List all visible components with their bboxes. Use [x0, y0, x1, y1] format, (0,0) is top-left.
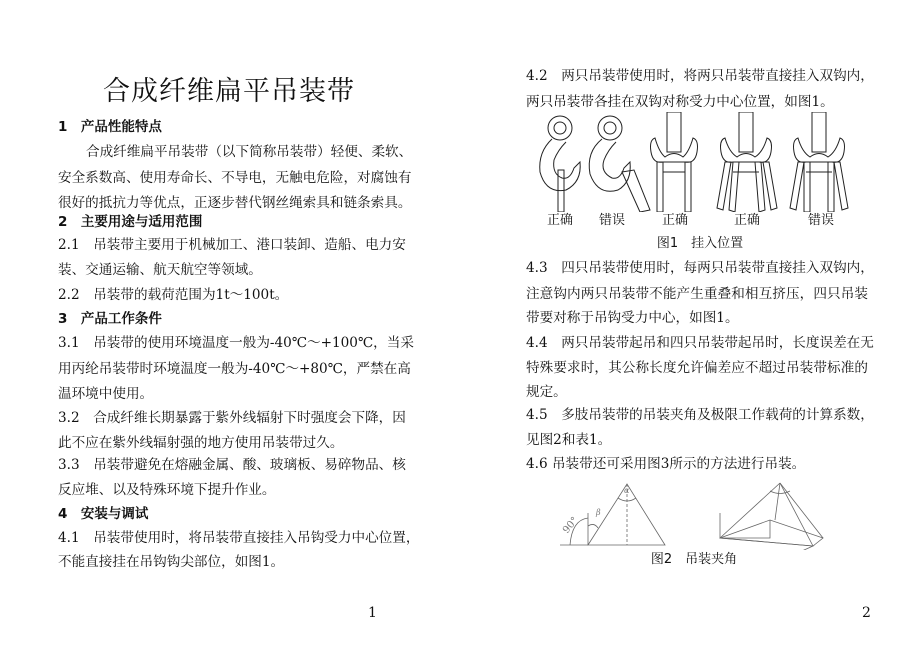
document-title: 合成纤维扁平吊装带: [103, 76, 355, 107]
paragraph-line: 4.2 两只吊装带使用时，将两只吊装带直接挂入双钩内，: [526, 68, 874, 84]
paragraph-line: 4.3 四只吊装带使用时，每两只吊装带直接挂入双钩内，: [526, 260, 874, 276]
paragraph-line: 规定。: [526, 384, 567, 400]
paragraph-line: 见图2和表1。: [526, 432, 612, 448]
double-hook-four-slings-correct-drawing: [717, 112, 777, 212]
paragraph-line: 3.1 吊装带的使用环境温度一般为-40℃～+100℃，当采: [58, 335, 414, 351]
figure-1-label-wrong: 错误: [598, 213, 626, 228]
paragraph-line: 不能直接挂在吊钩钩尖部位，如图1。: [58, 554, 285, 570]
paragraph-line: 4.5 多肢吊装带的吊装夹角及极限工作载荷的计算系数，: [526, 407, 874, 423]
paragraph-line: 4.6 吊装带还可采用图3所示的方法进行吊装。: [526, 456, 806, 472]
paragraph-line: 反应堆、以及特殊环境下提升作业。: [58, 482, 276, 498]
right-angle-label: 90°: [560, 515, 581, 536]
figure-1-label-correct: 正确: [733, 213, 761, 228]
figure-1-caption: 图1 挂入位置: [656, 236, 744, 251]
alpha-label: α: [624, 486, 630, 495]
hook-wrong-drawing: [589, 116, 650, 212]
paragraph-line: 用丙纶吊装带时环境温度一般为-40℃～+80℃，严禁在高: [58, 361, 411, 377]
paragraph-line: 4.4 两只吊装带起吊和四只吊装带起吊时，长度误差在无: [526, 335, 874, 351]
paragraph-line: 3.3 吊装带避免在熔融金属、酸、玻璃板、易碎物品、核: [58, 457, 406, 473]
section-heading-4: 4 安装与调试: [58, 506, 149, 522]
paragraph-line: 3.2 合成纤维长期暴露于紫外线辐射下时强度会下降，因: [58, 410, 406, 426]
paragraph-line: 很好的抵抗力等优点，正逐步替代钢丝绳索具和链条索具。: [58, 195, 412, 211]
figure-1-hook-diagram: [530, 112, 850, 212]
paragraph-line: 4.1 吊装带使用时，将吊装带直接挂入吊钩受力中心位置，: [58, 530, 420, 546]
figure-1-label-correct: 正确: [546, 213, 574, 228]
paragraph-line: 两只吊装带各挂在双钩对称受力中心位置，如图1。: [526, 94, 834, 110]
hook-correct-drawing: [540, 116, 580, 212]
beta-label: β: [596, 508, 601, 517]
figure-1-label-correct: 正确: [661, 213, 689, 228]
section-heading-1: 1 产品性能特点: [58, 119, 162, 135]
paragraph-line: 装、交通运输、航天航空等领域。: [58, 262, 262, 278]
paragraph-line: 2.1 吊装带主要用于机械加工、港口装卸、造船、电力安: [58, 237, 406, 253]
figure-1-label-wrong: 错误: [807, 213, 835, 228]
paragraph-line: 2.2 吊装带的载荷范围为1t～100t。: [58, 287, 289, 303]
double-hook-correct-drawing: [651, 112, 698, 212]
pyramid-drawing: [720, 483, 823, 550]
page-number: 2: [862, 605, 871, 621]
section-heading-3: 3 产品工作条件: [58, 311, 162, 327]
triangle-drawing: [560, 484, 665, 545]
section-heading-2: 2 主要用途与适用范围: [58, 214, 203, 230]
paragraph-line: 注意钩内两只吊装带不能产生重叠和相互挤压，四只吊装: [526, 286, 868, 302]
page-number: 1: [368, 605, 377, 621]
double-hook-four-slings-wrong-drawing: [790, 112, 848, 212]
figure-2-caption: 图2 吊装夹角: [650, 552, 738, 567]
paragraph-line: 合成纤维扁平吊装带（以下简称吊装带）轻便、柔软、: [86, 144, 413, 160]
paragraph-line: 安全系数高、使用寿命长、不导电，无触电危险，对腐蚀有: [58, 170, 412, 186]
paragraph-line: 带要对称于吊钩受力中心，如图1。: [526, 310, 739, 326]
paragraph-line: 此不应在紫外线辐射强的地方使用吊装带过久。: [58, 435, 344, 451]
paragraph-line: 温环境中使用。: [58, 386, 154, 402]
paragraph-line: 特殊要求时，其公称长度允许偏差应不超过吊装带标准的: [526, 360, 868, 376]
